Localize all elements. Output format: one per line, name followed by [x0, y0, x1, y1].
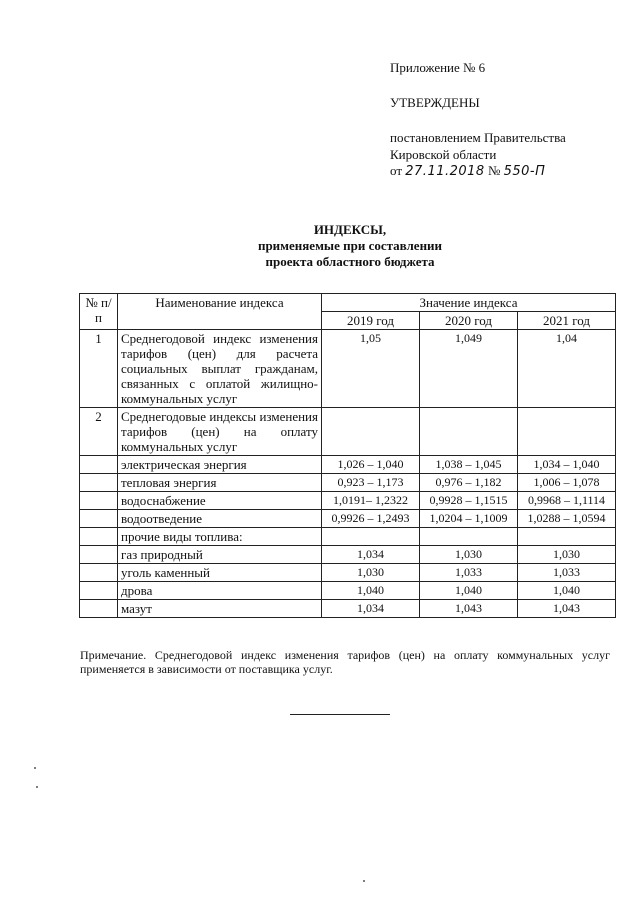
table-note: Примечание. Среднегодовой индекс изменения тарифов (цен) на оплату коммунальных услуг применяется в зависимости от поставщика услуг. — [80, 648, 610, 676]
value-cell: 0,9926 – 1,2493 — [322, 510, 420, 528]
handwritten-date: 27.11.2018 — [405, 164, 485, 179]
row-name: водоснабжение — [118, 492, 322, 510]
col-name-header: Наименование индекса — [118, 294, 322, 330]
date-prefix: от — [390, 163, 403, 178]
handwritten-number: 550-П — [503, 164, 546, 179]
value-cell: 0,976 – 1,182 — [420, 474, 518, 492]
scan-speck — [34, 767, 36, 769]
year-2021-header: 2021 год — [518, 312, 616, 330]
table-row — [80, 582, 616, 600]
resolution-line-1: постановлением Правительства — [390, 130, 566, 145]
row-num — [80, 600, 118, 618]
value-cell: 0,9928 – 1,1515 — [420, 492, 518, 510]
value-cell — [322, 528, 420, 546]
row-name: газ природный — [118, 546, 322, 564]
row-name: уголь каменный — [118, 564, 322, 582]
value-cell: 1,040 — [322, 582, 420, 600]
title-line-2: применяемые при составлении — [257, 238, 443, 253]
value-cell: 1,04 — [518, 330, 616, 408]
table-row — [80, 600, 616, 618]
col-num-header: № п/п — [80, 294, 118, 330]
value-cell: 1,006 – 1,078 — [518, 474, 616, 492]
row-name: Среднегодовой индекс изменения тарифов (цен) для расчета социальных выплат гражданам, связанных с оплатой жилищно-коммунальных услуг — [118, 330, 322, 408]
row-num — [80, 456, 118, 474]
table-header-row — [80, 294, 616, 312]
indices-table — [79, 293, 616, 618]
row-num: 1 — [80, 330, 118, 408]
row-num — [80, 546, 118, 564]
value-cell: 1,030 — [518, 546, 616, 564]
row-name: водоотведение — [118, 510, 322, 528]
value-cell: 1,026 – 1,040 — [322, 456, 420, 474]
scan-speck — [36, 786, 38, 788]
value-cell — [518, 408, 616, 456]
table-row — [80, 510, 616, 528]
value-cell: 1,043 — [420, 600, 518, 618]
value-cell: 1,034 – 1,040 — [518, 456, 616, 474]
table-row — [80, 408, 616, 456]
table-row — [80, 330, 616, 408]
title-line-3: проекта областного бюджета — [265, 254, 435, 269]
table-row — [80, 564, 616, 582]
value-cell: 1,030 — [420, 546, 518, 564]
row-num — [80, 564, 118, 582]
row-name: электрическая энергия — [118, 456, 322, 474]
value-cell: 1,030 — [322, 564, 420, 582]
value-cell: 1,040 — [518, 582, 616, 600]
appendix-label: Приложение № 6 — [390, 60, 486, 75]
row-num — [80, 528, 118, 546]
row-num — [80, 510, 118, 528]
table-row — [80, 528, 616, 546]
value-cell — [322, 408, 420, 456]
year-2019-header: 2019 год — [322, 312, 420, 330]
value-cell: 0,923 – 1,173 — [322, 474, 420, 492]
resolution-date-line — [390, 163, 545, 179]
value-cell: 1,0204 – 1,1009 — [420, 510, 518, 528]
value-cell: 1,034 — [322, 546, 420, 564]
value-cell: 1,034 — [322, 600, 420, 618]
end-divider — [290, 714, 390, 715]
row-name: мазут — [118, 600, 322, 618]
value-cell: 0,9968 – 1,1114 — [518, 492, 616, 510]
row-name: Среднегодовые индексы изменения тарифов (цен) на оплату коммунальных услуг — [118, 408, 322, 456]
number-prefix: № — [487, 163, 501, 178]
value-cell: 1,043 — [518, 600, 616, 618]
value-cell: 1,0191– 1,2322 — [322, 492, 420, 510]
row-name: тепловая энергия — [118, 474, 322, 492]
value-cell: 1,033 — [420, 564, 518, 582]
table-row — [80, 456, 616, 474]
row-num: 2 — [80, 408, 118, 456]
value-cell — [518, 528, 616, 546]
value-cell: 1,0288 – 1,0594 — [518, 510, 616, 528]
year-2020-header: 2020 год — [420, 312, 518, 330]
value-cell: 1,038 – 1,045 — [420, 456, 518, 474]
value-cell: 1,049 — [420, 330, 518, 408]
row-name: дрова — [118, 582, 322, 600]
table-row — [80, 492, 616, 510]
col-value-header: Значение индекса — [322, 294, 616, 312]
scan-speck — [363, 880, 365, 882]
approved-label: УТВЕРЖДЕНЫ — [390, 95, 480, 110]
value-cell — [420, 408, 518, 456]
resolution-line-2: Кировской области — [390, 147, 497, 162]
value-cell: 1,033 — [518, 564, 616, 582]
value-cell: 1,040 — [420, 582, 518, 600]
table-row — [80, 474, 616, 492]
row-num — [80, 582, 118, 600]
row-num — [80, 474, 118, 492]
row-num — [80, 492, 118, 510]
table-row — [80, 546, 616, 564]
row-name: прочие виды топлива: — [118, 528, 322, 546]
value-cell — [420, 528, 518, 546]
title-line-1: ИНДЕКСЫ, — [313, 222, 387, 237]
value-cell: 1,05 — [322, 330, 420, 408]
